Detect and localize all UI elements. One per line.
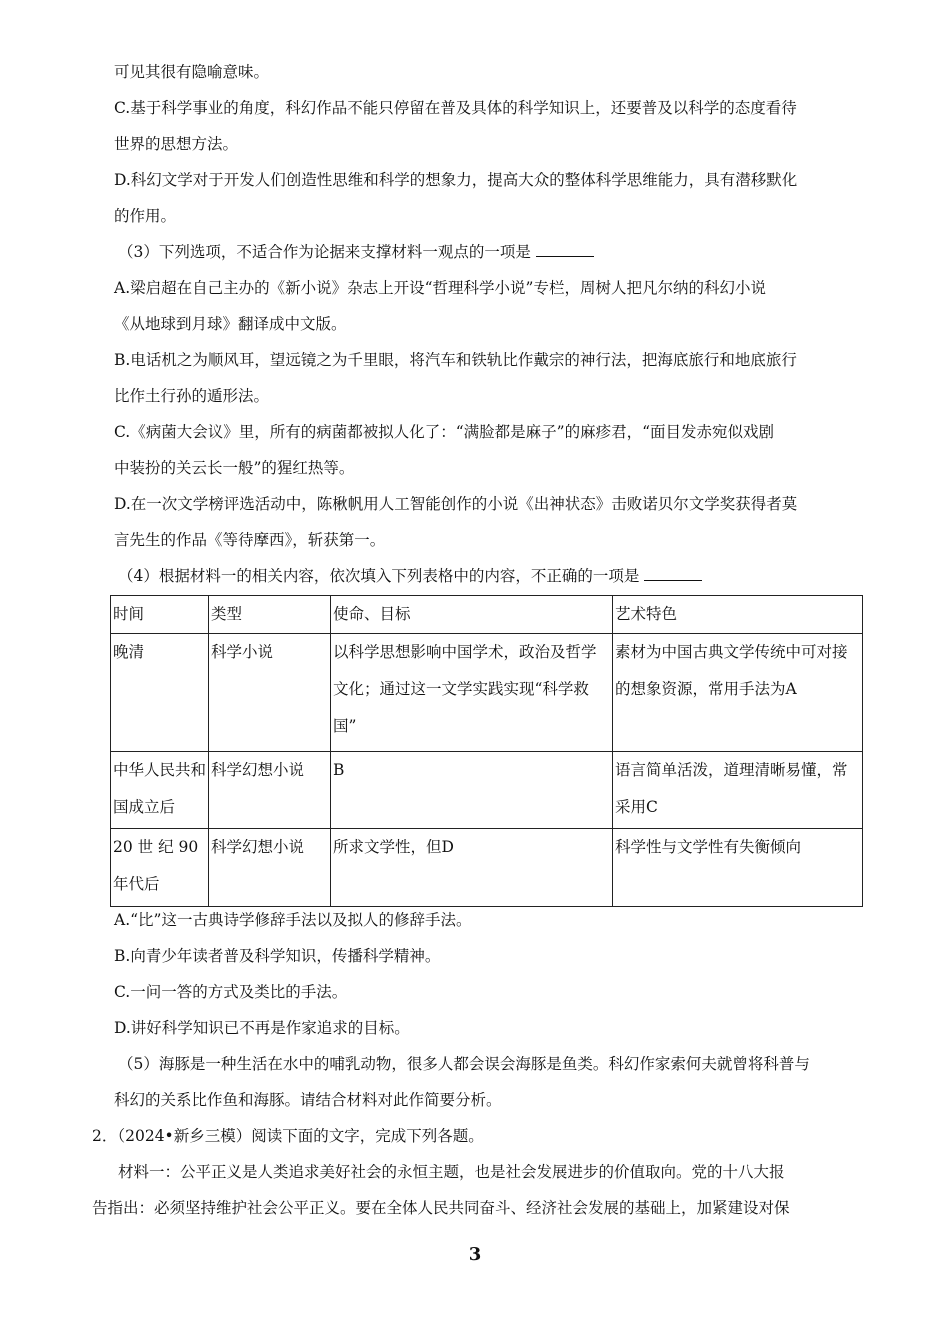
table-cell: 科学小说: [209, 634, 331, 752]
text-line: 中装扮的关云长一般”的猩红热等。: [114, 459, 355, 477]
table-cell: 晚清: [111, 634, 209, 752]
option-c-line: C.《病菌大会议》里，所有的病菌都被拟人化了：“满脸都是麻子”的麻疹君，“面目发赤宛似戏剧: [114, 423, 775, 441]
table-cell: 科学幻想小说: [209, 752, 331, 829]
question-4-text: （4）根据材料一的相关内容，依次填入下列表格中的内容，不正确的一项是: [118, 567, 640, 585]
text-line: 《从地球到月球》翻译成中文版。: [114, 315, 347, 333]
text-line: 的作用。: [114, 207, 177, 225]
table-cell: 20 世 纪 90 年代后: [111, 829, 209, 907]
text-line: 比作土行孙的遁形法。: [114, 387, 270, 405]
table-header-row: [111, 596, 863, 634]
header-cell: 使命、目标: [331, 596, 613, 634]
question-3: [118, 242, 868, 262]
table-cell: 素材为中国古典文学传统中可对接的想象资源，常用手法为A: [613, 634, 863, 752]
table-row: [111, 634, 863, 752]
text-line: 可见其很有隐喻意味。: [114, 63, 270, 81]
option-a-line: A.“比”这一古典诗学修辞手法以及拟人的修辞手法。: [114, 911, 472, 929]
table-cell: 以科学思想影响中国学术，政治及哲学文化；通过这一文学实践实现“科学救国”: [331, 634, 613, 752]
text-line: 世界的思想方法。: [114, 135, 239, 153]
option-c-line: C.基于科学事业的角度，科幻作品不能只停留在普及具体的科学知识上，还要普及以科学的态度看待: [114, 99, 797, 117]
option-c-line: C.一问一答的方式及类比的手法。: [114, 983, 348, 1001]
option-d-line: D.讲好科学知识已不再是作家追求的目标。: [114, 1019, 410, 1037]
option-b-line: B.电话机之为顺风耳，望远镜之为千里眼，将汽车和铁轨比作戴宗的神行法，把海底旅行和地底旅行: [114, 351, 797, 369]
question-2-heading: 2．（2024•新乡三模）阅读下面的文字，完成下列各题。: [92, 1127, 484, 1145]
table-cell: 科学性与文学性有失衡倾向: [613, 829, 863, 907]
option-d-line: D.科幻文学对于开发人们创造性思维和科学的想象力，提高大众的整体科学思维能力，具有潜移默化: [114, 171, 798, 189]
table-row: [111, 752, 863, 829]
option-d-line: D.在一次文学榜评选活动中，陈楸帆用人工智能创作的小说《出神状态》击败诺贝尔文学奖获得者莫: [114, 495, 798, 513]
question-4: [118, 566, 868, 586]
table-cell: 中华人民共和国成立后: [111, 752, 209, 829]
option-a-line: A.梁启超在自己主办的《新小说》杂志上开设“哲理科学小说”专栏，周树人把凡尔纳的科幻小说: [114, 279, 766, 297]
material-paragraph: 材料一：公平正义是人类追求美好社会的永恒主题，也是社会发展进步的价值取向。党的十八大报: [118, 1163, 785, 1181]
header-cell: 时间: [111, 596, 209, 634]
header-cell: 类型: [209, 596, 331, 634]
table-cell: 所求文学性，但D: [331, 829, 613, 907]
table-cell: 语言简单活泼，道理清晰易懂，常采用C: [613, 752, 863, 829]
text-line: 科幻的关系比作鱼和海豚。请结合材料对此作简要分析。: [114, 1091, 502, 1109]
text-line: 言先生的作品《等待摩西》，斩获第一。: [114, 531, 386, 549]
content-table: [110, 595, 863, 907]
answer-blank: [536, 242, 594, 257]
question-5: （5）海豚是一种生活在水中的哺乳动物，很多人都会误会海豚是鱼类。科幻作家索何夫就曾将科普与: [118, 1055, 810, 1073]
option-b-line: B.向青少年读者普及科学知识，传播科学精神。: [114, 947, 441, 965]
table-row: [111, 829, 863, 907]
question-3-text: （3）下列选项，不适合作为论据来支撑材料一观点的一项是: [118, 243, 531, 261]
material-paragraph: 告指出：必须坚持维护社会公平正义。要在全体人民共同奋斗、经济社会发展的基础上，加紧建设对保: [92, 1199, 790, 1217]
header-cell: 艺术特色: [613, 596, 863, 634]
page-number: 3: [468, 1244, 482, 1265]
table-cell: 科学幻想小说: [209, 829, 331, 907]
table-cell: B: [331, 752, 613, 829]
answer-blank: [644, 566, 702, 581]
